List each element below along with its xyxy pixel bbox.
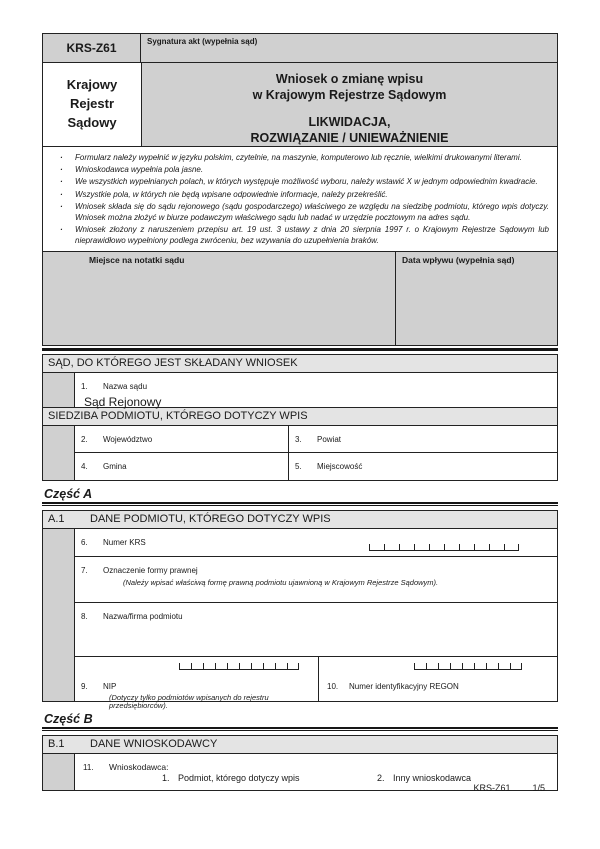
nip-label-line [81,676,318,694]
field-note: (Należy wpisać właściwą formę prawną podmiotu ujawnioną w Krajowym Rejestrze Sądowym). [123,577,439,587]
registry-name-line: Krajowy [66,77,118,93]
field-number: 5. [295,461,302,471]
field-label: Wnioskodawca: [109,761,169,772]
court-notes-label: Miejsce na notatki sądu [89,254,185,265]
field-powiat[interactable] [289,426,557,453]
receipt-date-area [396,252,557,345]
top-header-row1 [43,34,557,62]
seat-section-header [43,408,557,426]
field-number: 2. [81,434,88,444]
field-number: 3. [295,434,302,444]
court-notes-area [43,252,396,345]
nip-comb[interactable] [179,663,299,670]
row-numer-krs [43,529,557,557]
registry-name-cell [43,63,141,146]
court-section-body [43,373,557,407]
shaded-strip [43,373,74,407]
instructions-box [42,147,558,252]
instruction-item: · We wszystkich wypełnianych polach, w których występuje możliwość wyboru, należy wstawić X w jednym odpowiednim kwadracie. [53,176,549,187]
field-number: 1. [81,381,88,391]
section-a1-code: A.1 [48,513,65,525]
field-forma-prawna[interactable] [74,557,557,603]
field-number: 4. [81,461,88,471]
field-numer-krs[interactable] [74,529,557,557]
thick-divider [42,348,558,351]
top-header-row2 [43,62,557,146]
form-code-cell [43,34,141,62]
field-nazwa-sadu[interactable] [75,373,557,407]
field-label: Gmina [103,461,127,471]
form-subtitle-line2: ROZWIĄZANIE / UNIEWAŻNIENIE [250,130,449,145]
krs-z61-form [42,33,558,791]
form-title-line2: w Krajowym Rejestrze Sądowym [252,88,447,103]
registry-name-line: Sądowy [67,114,117,130]
field-label: Województwo [103,434,153,444]
field-gmina[interactable] [75,453,289,480]
instruction-item: · Wniosek złożony z naruszeniem przepisu art. 19 ust. 3 ustawy z dnia 20 sierpnia 1997 r. o Krajowym Rejestrze Sądowym lub nieprawidłowo wypełniony podlega zwróceniu, bez wzywania do uzupełnienia braków. [53,224,549,246]
form-title-cell [141,63,557,146]
section-a1-header [43,511,557,529]
signature-label: Sygnatura akt (wypełnia sąd) [147,37,258,46]
row-nazwa-firma [43,603,557,657]
form-title-line1: Wniosek o zmianę wpisu [275,72,424,86]
footer-page-number: 1/5 [532,783,545,793]
shaded-strip [43,426,74,480]
page-footer [42,783,558,793]
part-a-divider [42,502,558,506]
option-label: Inny wnioskodawca [393,772,472,783]
field-number: 7. [81,565,88,575]
seat-section-body [43,426,557,480]
shaded-strip [43,657,74,701]
field-label: Numer identyfikacyjny REGON [349,681,459,691]
instruction-item: · Wniosek składa się do sądu rejonowego (sądu gospodarczego) właściwego ze względu na siedzibę podmiotu, którego wpis dotyczy. Wniosek można złożyć w biurze podawczym właściwego sądu lub nadać w urzędzie pocztowym na adres sądu. [53,201,549,223]
option-inny-wnioskodawca[interactable] [377,773,471,783]
option-number: 2. [377,772,385,783]
court-section [42,354,558,408]
section-a1 [42,510,558,710]
registry-name-line: Rejestr [69,96,115,112]
field-number: 11. [83,762,94,772]
field-note: (Dotyczy tylko podmiotów wpisanych do rejestru przedsiębiorców). [109,692,269,710]
nip-regon-cells [74,657,557,710]
field-label: Miejscowość [317,461,363,471]
field-label: Oznaczenie formy prawnej [103,565,198,575]
shaded-strip [43,603,74,657]
instruction-item: · Formularz należy wypełnić w języku polskim, czytelnie, na maszynie, komputerowo lub ręcznie, wielkimi drukowanymi literami. [53,152,549,163]
part-b-heading: Część B [44,711,93,726]
field-nazwa-sadu-value: Sąd Rejonowy [84,394,162,409]
seat-section-title: SIEDZIBA PODMIOTU, KTÓREGO DOTYCZY WPIS [48,410,308,422]
instruction-item: · Wszystkie pola, w których nie będą wpisane odpowiednie informacje, należy przekreślić. [53,189,549,200]
field-nazwa-firma[interactable] [74,603,557,657]
field-number: 9. [81,681,88,691]
field-number: 10. [327,681,339,691]
part-b-divider [42,727,558,731]
instruction-item: · Wnioskodawca wypełnia pola jasne. [53,164,549,175]
footer-form-code: KRS-Z61 [473,783,511,793]
field-number: 8. [81,611,88,621]
section-b1-header [43,736,557,754]
form-code: KRS-Z61 [66,41,117,55]
court-section-header [43,355,557,373]
receipt-date-label: Data wpływu (wypełnia sąd) [402,254,515,265]
court-fields [74,373,557,407]
field-regon[interactable] [319,657,557,701]
field-label: Powiat [317,434,342,444]
row-forma-prawna [43,557,557,603]
section-a1-title: DANE PODMIOTU, KTÓREGO DOTYCZY WPIS [90,513,331,525]
field-number: 6. [81,537,88,547]
option-number: 1. [162,772,170,783]
option-podmiot-ktorego-dotyczy-wpis[interactable] [162,773,300,783]
field-label: Nazwa/firma podmiotu [103,611,183,621]
regon-comb[interactable] [414,663,522,670]
seat-grid [74,426,557,480]
field-miejscowosc[interactable] [289,453,557,480]
field-label: Nazwa sądu [103,381,148,391]
section-b1-title: DANE WNIOSKODAWCY [90,738,218,750]
row-nip-regon [43,657,557,710]
seat-section [42,408,558,481]
part-a-heading: Część A [44,486,93,501]
field-label: Numer KRS [103,537,146,547]
court-section-title: SĄD, DO KTÓREGO JEST SKŁADANY WNIOSEK [48,357,298,369]
shaded-strip [43,557,74,603]
signature-cell [141,34,557,62]
field-wojewodztwo[interactable] [75,426,289,453]
top-header-table [42,33,558,147]
court-notes-row [42,252,558,346]
form-subtitle-line1: LIKWIDACJA, [308,114,391,129]
shaded-strip [43,529,74,557]
regon-label-line [327,676,557,694]
instructions-list [53,152,549,247]
field-label: NIP [103,681,117,691]
krs-number-comb[interactable] [369,544,519,551]
section-b1-code: B.1 [48,738,65,750]
field-nip[interactable] [75,657,319,710]
option-label: Podmiot, którego dotyczy wpis [178,772,300,783]
